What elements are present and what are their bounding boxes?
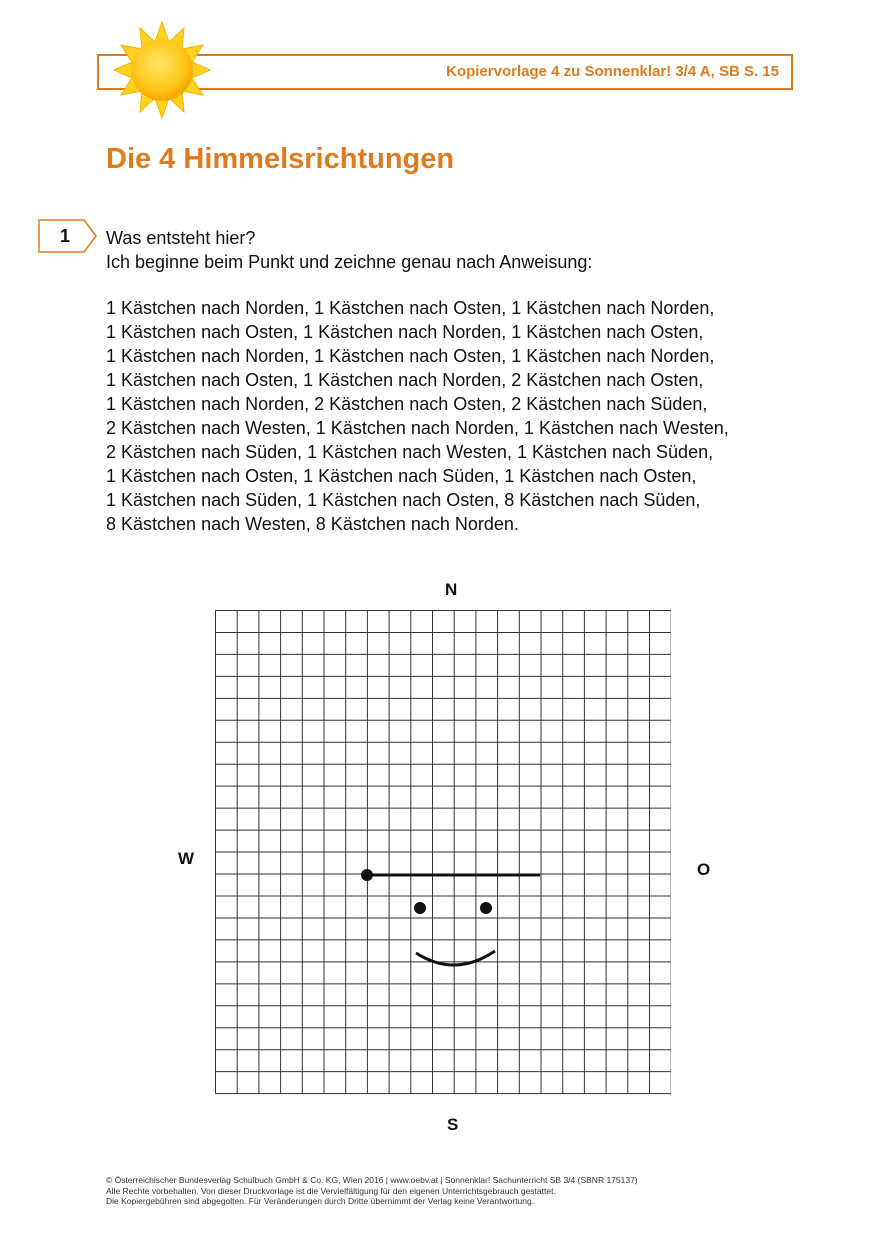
task-instruction: Ich beginne beim Punkt und zeichne genau nach Anweisung: <box>106 252 593 272</box>
left-eye <box>414 902 426 914</box>
mouth-curve <box>416 951 495 965</box>
compass-north: N <box>445 580 458 599</box>
drawing-grid[interactable] <box>215 610 671 1095</box>
grid-lines <box>216 611 672 1094</box>
sun-icon <box>112 20 212 120</box>
smiley-drawing <box>361 869 540 965</box>
direction-step: 1 Kästchen nach Osten, 1 Kästchen nach Norden, 2 Kästchen nach Osten, <box>106 370 704 390</box>
footer <box>106 1175 638 1207</box>
direction-step: 1 Kästchen nach Norden, 1 Kästchen nach Osten, 1 Kästchen nach Norden, <box>106 346 715 366</box>
task-number: 1 <box>59 226 70 246</box>
compass-east: O <box>697 860 711 879</box>
direction-steps <box>106 296 729 536</box>
start-point <box>361 869 373 881</box>
direction-step: 2 Kästchen nach Westen, 1 Kästchen nach Norden, 1 Kästchen nach Westen, <box>106 418 729 438</box>
direction-step: 1 Kästchen nach Süden, 1 Kästchen nach Osten, 8 Kästchen nach Süden, <box>106 490 701 510</box>
direction-step: 1 Kästchen nach Norden, 2 Kästchen nach Osten, 2 Kästchen nach Süden, <box>106 394 708 414</box>
right-eye <box>480 902 492 914</box>
compass-west: W <box>178 849 195 868</box>
direction-step: 8 Kästchen nach Westen, 8 Kästchen nach Norden. <box>106 514 519 534</box>
compass-south: S <box>447 1115 459 1134</box>
footer-copyright: © Österreichischer Bundesverlag Schulbuch GmbH & Co. KG, Wien 2016 | www.oebv.at | Sonnenklar! Sachunterricht SB 3/4 (SBNR 175137) <box>106 1175 638 1185</box>
task-question: Was entsteht hier? <box>106 228 256 248</box>
direction-step: 1 Kästchen nach Osten, 1 Kästchen nach Norden, 1 Kästchen nach Osten, <box>106 322 704 342</box>
direction-step: 1 Kästchen nach Norden, 1 Kästchen nach Osten, 1 Kästchen nach Norden, <box>106 298 715 318</box>
direction-step: 2 Kästchen nach Süden, 1 Kästchen nach Westen, 1 Kästchen nach Süden, <box>106 442 714 462</box>
page-title: Die 4 Himmelsrichtungen <box>106 143 455 175</box>
direction-step: 1 Kästchen nach Osten, 1 Kästchen nach Süden, 1 Kästchen nach Osten, <box>106 466 697 486</box>
header-label: Kopiervorlage 4 zu Sonnenklar! 3/4 A, SB S. 15 <box>446 63 779 80</box>
footer-rights: Alle Rechte vorbehalten. Von dieser Druckvorlage ist die Vervielfältigung für den eigenen Unterrichtsgebrauch gestattet. <box>106 1185 556 1196</box>
footer-disclaimer: Die Kopiergebühren sind abgegolten. Für Veränderungen durch Dritte übernimmt der Verlag keine Verantwortung. <box>106 1196 535 1206</box>
task-intro <box>106 226 592 274</box>
